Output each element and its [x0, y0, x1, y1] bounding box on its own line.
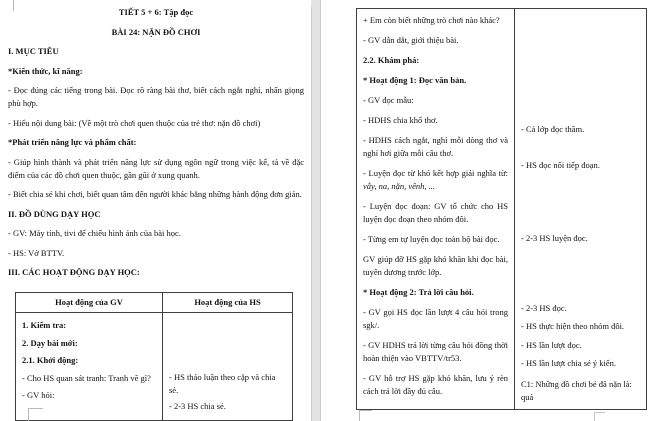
table-cell-paragraph: - GV đọc mẫu:: [363, 95, 414, 105]
table-cell-paragraph: - HS thảo luận theo cặp và chia sẻ.: [169, 372, 276, 395]
table-cell-paragraph: - HS đọc nối tiếp đoạn.: [521, 160, 600, 170]
table-cell-paragraph: GV giúp đỡ HS gặp khó khăn khi đọc bài, tuyên dương trước lớp.: [363, 254, 508, 277]
lesson-title: BÀI 24: NẶN ĐỒ CHƠI: [111, 26, 201, 37]
activities-table-page2: [356, 8, 647, 410]
text-boundary-mark: [359, 410, 372, 421]
table-cell-paragraph: [363, 167, 508, 193]
paragraph: - Giúp hình thành và phát triển năng lực sử dụng ngôn ngữ trong việc kể, tả về đặc điểm của các đồ chơi quen thuộc, gần gũi ở xung quanh.: [8, 156, 304, 180]
text-boundary-mark: [28, 408, 43, 421]
document-page-right[interactable]: [320, 0, 650, 421]
paragraph: - GV: Máy tính, tivi để chiếu hình ảnh của bài học.: [8, 228, 181, 238]
table-cell-paragraph: - HS lần lượt chia sẻ ý kiến.: [521, 358, 617, 368]
table-cell-paragraph: - GV hỏi:: [22, 390, 55, 400]
table-body-row: [357, 9, 647, 410]
glossary-words-italic: vẫy, na, nặn, vênh, ...: [363, 181, 435, 191]
table-cell-paragraph: - GV dẫn dắt, giới thiệu bài.: [363, 35, 459, 45]
table-cell-paragraph: 1. Kiểm tra:: [22, 320, 67, 330]
page1-text-block: [8, 6, 304, 286]
table-cell-paragraph: C1: Những đồ chơi bé đã nặn là: quả: [521, 379, 632, 402]
table-cell-paragraph: - GV HDHS trả lời từng câu hỏi đồng thời hoàn thiện vào VBTTV/tr53.: [363, 340, 508, 363]
activities-table-page1: [15, 292, 293, 421]
document-page-left[interactable]: [0, 0, 312, 421]
table-header-row: [16, 293, 293, 313]
text-boundary-mark: [13, 0, 14, 11]
table-cell-paragraph: - Từng em tự luyện đọc toàn bộ bài đọc.: [363, 234, 500, 244]
section-heading-muc-tieu: I. MỤC TIÊU: [8, 46, 59, 56]
table-cell-paragraph: 2.2. Khám phá:: [363, 55, 420, 65]
paragraph: - Đọc đúng các tiếng trong bài. Đọc rõ ràng bài thơ, biết cách ngắt nghỉ, nhấn giọng phù hợp.: [8, 85, 304, 108]
subheading-phat-trien: *Phát triển năng lực và phẩm chất:: [8, 137, 137, 147]
hs-activities-cell: [515, 9, 647, 410]
col-header-hs: Hoạt động của HS: [163, 293, 293, 313]
table-cell-paragraph: - Luyện đọc đoạn: GV tổ chức cho HS luyện đọc đoạn theo nhóm đôi.: [363, 201, 508, 224]
paragraph: - Hiểu nội dung bài: (Về một trò chơi quen thuộc của trẻ thơ: nặn đồ chơi): [8, 117, 261, 128]
table-cell-paragraph: - Cả lớp đọc thầm.: [521, 124, 585, 134]
paragraph: - Biết chia sẻ khi chơi, biết quan tâm đến người khác bằng những hành động đơn giản.: [8, 189, 302, 199]
table-cell-paragraph: - 2-3 HS đọc.: [521, 303, 567, 313]
table-cell-paragraph: - HDHS chia khổ thơ.: [363, 115, 438, 125]
text-boundary-mark: [594, 412, 605, 421]
table-cell-paragraph: * Hoạt động 1: Đọc văn bản.: [363, 75, 467, 85]
table-cell-paragraph: - GV hỗ trợ HS gặp khó khăn, lưu ý rèn cách trả lời đầy đủ câu.: [363, 373, 508, 396]
table-cell-paragraph: - Cho HS quan sát tranh: Tranh vẽ gì?: [22, 372, 151, 383]
table-cell-paragraph: + Em còn biết những trò chơi nào khác?: [363, 15, 500, 25]
gv-activities-cell: [16, 313, 163, 421]
section-heading-do-dung: II. ĐỒ DÙNG DẠY HỌC: [8, 208, 101, 219]
table-cell-paragraph: 2. Dạy bài mới:: [22, 337, 78, 348]
gv-activities-cell: [357, 9, 515, 410]
subheading-kien-thuc: *Kiến thức, kĩ năng:: [8, 65, 83, 76]
table-body-row: [16, 313, 293, 421]
table-cell-paragraph: - 2-3 HS luyện đọc.: [521, 233, 588, 243]
table-cell-paragraph: - HS lần lượt đọc.: [521, 340, 582, 350]
col-header-gv: Hoạt động của GV: [16, 293, 163, 313]
section-heading-hoat-dong: III. CÁC HOẠT ĐỘNG DẠY HỌC:: [8, 267, 140, 277]
table-cell-paragraph: - HS thực hiện theo nhóm đôi.: [521, 321, 625, 331]
table-cell-paragraph: - 2-3 HS chia sẻ.: [169, 401, 226, 411]
hs-activities-cell: [163, 313, 293, 421]
paragraph: - HS: Vở BTTV.: [8, 247, 65, 258]
table-cell-paragraph: 2.1. Khởi động:: [22, 355, 79, 365]
table-cell-paragraph: - GV gọi HS đọc lần lượt 4 câu hỏi trong sgk/.: [363, 307, 508, 330]
paragraph-text: - Luyện đọc từ khó kết hợp giải nghĩa từ:: [363, 168, 508, 178]
lesson-period-title: TIẾT 5 + 6: Tập đọc: [118, 7, 194, 17]
table-cell-paragraph: - HDHS cách ngắt, nghỉ mỗi dòng thơ và nghỉ hơi giữa mỗi câu thơ.: [363, 135, 508, 158]
table-cell-paragraph: * Hoạt động 2: Trả lời câu hỏi.: [363, 287, 474, 297]
